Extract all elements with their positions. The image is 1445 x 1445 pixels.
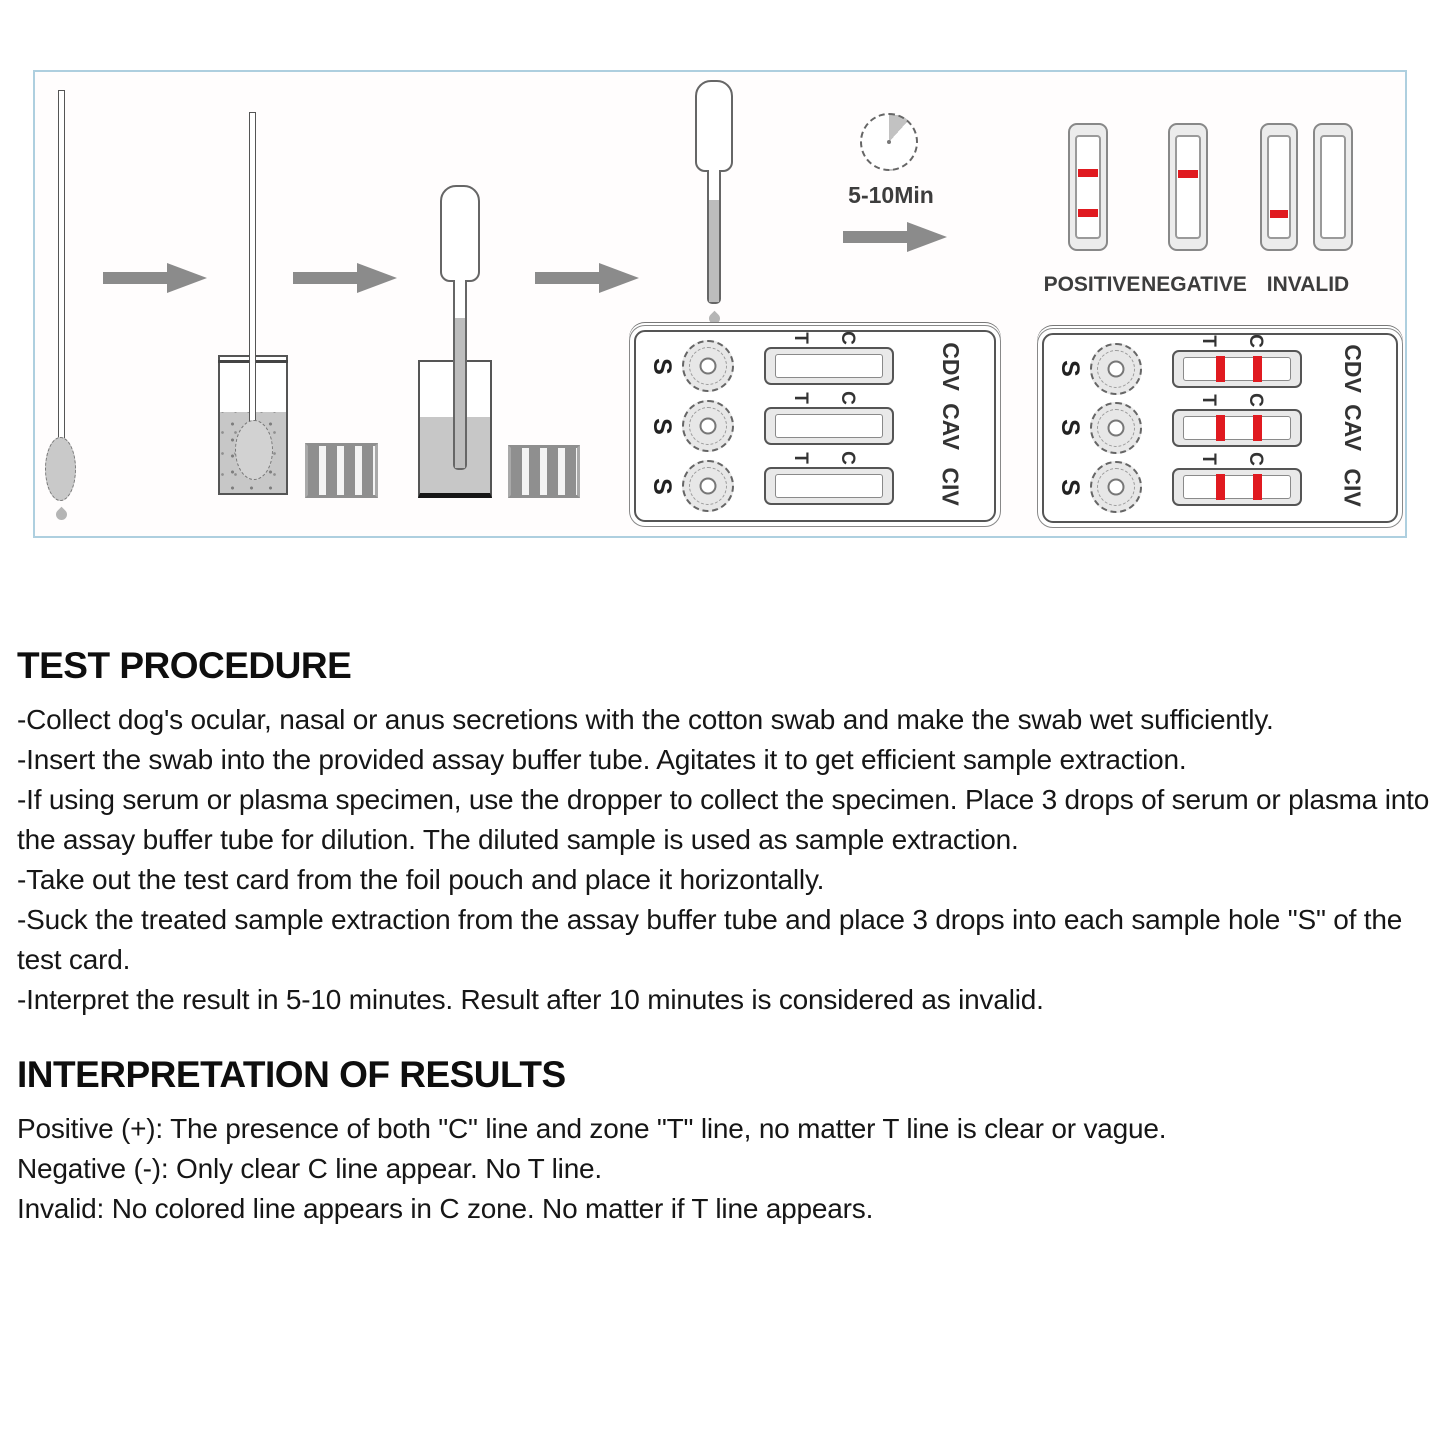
arrow-head (167, 263, 207, 293)
result-window (764, 467, 894, 505)
sample-well (682, 400, 734, 452)
arrow-shaft (103, 272, 169, 284)
result-window (1172, 350, 1302, 388)
t-zone-label: T (1197, 453, 1219, 466)
drop-icon (54, 507, 70, 523)
procedure-step: -Interpret the result in 5-10 minutes. Result after 10 minutes is considered as invalid. (17, 984, 1044, 1015)
arrow-icon (843, 222, 949, 252)
result-window (764, 407, 894, 445)
arrow-shaft (843, 231, 909, 243)
c-red-line (1253, 474, 1262, 500)
t-red-line (1216, 415, 1225, 441)
result-window-membrane (1183, 416, 1291, 440)
t-zone-label: T (789, 332, 811, 344)
sample-hole-label: S (647, 357, 676, 375)
instructions-text (17, 645, 1431, 1229)
sample-hole-label: S (647, 417, 676, 435)
result-window-area (1172, 333, 1302, 388)
virus-label: CIV (937, 466, 964, 506)
t-zone-label: T (789, 452, 811, 464)
result-window-area (764, 331, 894, 385)
arrow-icon (293, 263, 399, 293)
strip-window (1267, 135, 1291, 239)
card-row-cdv (646, 331, 984, 396)
c-red-line (1253, 415, 1262, 441)
virus-label: CDV (937, 341, 964, 391)
cotton-swab-tip (235, 420, 273, 480)
test-card-blank (629, 325, 1001, 527)
dropper-bulb (695, 80, 733, 172)
cotton-swab-stick (249, 112, 256, 427)
arrow-shaft (535, 272, 601, 284)
result-window-area (764, 391, 894, 445)
t-zone-label: T (789, 392, 811, 404)
result-window (1172, 409, 1302, 447)
c-zone-label: C (836, 451, 858, 465)
procedure-step: -If using serum or plasma specimen, use the dropper to collect the specimen. Place 3 drops of serum or plasma into the assay buffer tube for dilution. The diluted sample is used as sample extraction. (17, 784, 1430, 855)
procedure-step: -Insert the swab into the provided assay buffer tube. Agitates it to get efficient sample extraction. (17, 744, 1187, 775)
virus-label: CIV (1339, 468, 1366, 507)
c-zone-label: C (836, 391, 858, 405)
result-window (764, 347, 894, 385)
sample-hole-label: S (1055, 360, 1084, 377)
cotton-swab-tip (45, 437, 76, 501)
result-window-area (1172, 452, 1302, 506)
timer-icon (860, 113, 918, 171)
sample-well (682, 340, 734, 392)
procedure-diagram-panel (33, 70, 1407, 538)
dropper-stem (453, 280, 467, 470)
test-card-face (634, 330, 996, 522)
result-window-area (764, 451, 894, 505)
result-strip-invalid-1 (1260, 123, 1298, 251)
arrow-head (907, 222, 947, 252)
t-red-line (1216, 356, 1225, 382)
red-line (1078, 169, 1098, 177)
sample-hole-label: S (1055, 478, 1084, 496)
t-zone-label: T (1197, 394, 1219, 406)
drop-icon (707, 311, 723, 327)
red-line (1078, 209, 1098, 217)
interpretation-item: Invalid: No colored line appears in C zone. No matter if T line appears. (17, 1193, 874, 1224)
result-window-membrane (1183, 475, 1291, 499)
virus-label: CAV (937, 402, 964, 450)
procedure-step: -Take out the test card from the foil pouch and place it horizontally. (17, 864, 825, 895)
c-zone-label: C (1244, 333, 1266, 348)
dropper-liquid (709, 200, 719, 302)
arrow-icon (535, 263, 641, 293)
c-zone-label: C (836, 331, 858, 345)
arrow-head (599, 263, 639, 293)
t-red-line (1216, 474, 1225, 500)
timer-duration-label: 5-10Min (848, 182, 934, 208)
result-window-membrane (775, 354, 883, 378)
dropper-liquid (455, 318, 465, 468)
cotton-swab-stick (58, 90, 65, 440)
sample-hole-label: S (647, 477, 676, 495)
c-red-line (1253, 356, 1262, 382)
sample-well (1090, 343, 1142, 395)
c-zone-label: C (1244, 393, 1266, 407)
sample-well (682, 460, 734, 512)
result-strip-negative (1168, 123, 1208, 251)
result-label-negative: NEGATIVE (1141, 273, 1247, 296)
virus-label: CDV (1339, 344, 1366, 393)
arrow-head (357, 263, 397, 293)
result-label-positive: POSITIVE (1043, 273, 1141, 296)
red-line (1270, 210, 1288, 218)
c-zone-label: C (1244, 452, 1266, 467)
result-window-area (1172, 393, 1302, 447)
interpretation-title: INTERPRETATION OF RESULTS (17, 1054, 566, 1095)
interpretation-item: Negative (-): Only clear C line appear. No T line. (17, 1153, 603, 1184)
result-window-membrane (775, 474, 883, 498)
sample-well (1090, 402, 1142, 454)
result-label-invalid: INVALID (1266, 273, 1350, 296)
result-window-membrane (775, 414, 883, 438)
red-line (1178, 170, 1198, 178)
dropper-bulb (440, 185, 480, 282)
result-strip-invalid-2 (1313, 123, 1353, 251)
foil-pouch-icon (508, 445, 580, 498)
test-card-face (1042, 333, 1398, 523)
procedure-title: TEST PROCEDURE (17, 645, 352, 686)
arrow-icon (103, 263, 209, 293)
dropper-stem (707, 170, 721, 304)
card-row-cav (1054, 393, 1386, 457)
sample-well (1090, 461, 1142, 513)
strip-window (1320, 135, 1346, 239)
test-card-result (1037, 328, 1403, 528)
result-window-membrane (1183, 357, 1291, 381)
interpretation-item: Positive (+): The presence of both "C" line and zone "T" line, no matter T line is clear or vague. (17, 1113, 1167, 1144)
card-row-civ (1054, 452, 1386, 517)
card-row-cav (646, 391, 984, 456)
arrow-shaft (293, 272, 359, 284)
strip-window (1075, 135, 1101, 239)
procedure-step: -Collect dog's ocular, nasal or anus secretions with the cotton swab and make the swab wet sufficiently. (17, 704, 1274, 735)
card-row-civ (646, 451, 984, 516)
procedure-step: -Suck the treated sample extraction from the assay buffer tube and place 3 drops into each sample hole "S" of the test card. (17, 904, 1403, 975)
foil-pouch-icon (305, 443, 378, 498)
card-row-cdv (1054, 333, 1386, 398)
result-window (1172, 468, 1302, 506)
strip-window (1175, 135, 1201, 239)
sample-hole-label: S (1055, 419, 1084, 437)
result-strip-positive (1068, 123, 1108, 251)
virus-label: CAV (1339, 404, 1366, 452)
t-zone-label: T (1197, 334, 1219, 347)
